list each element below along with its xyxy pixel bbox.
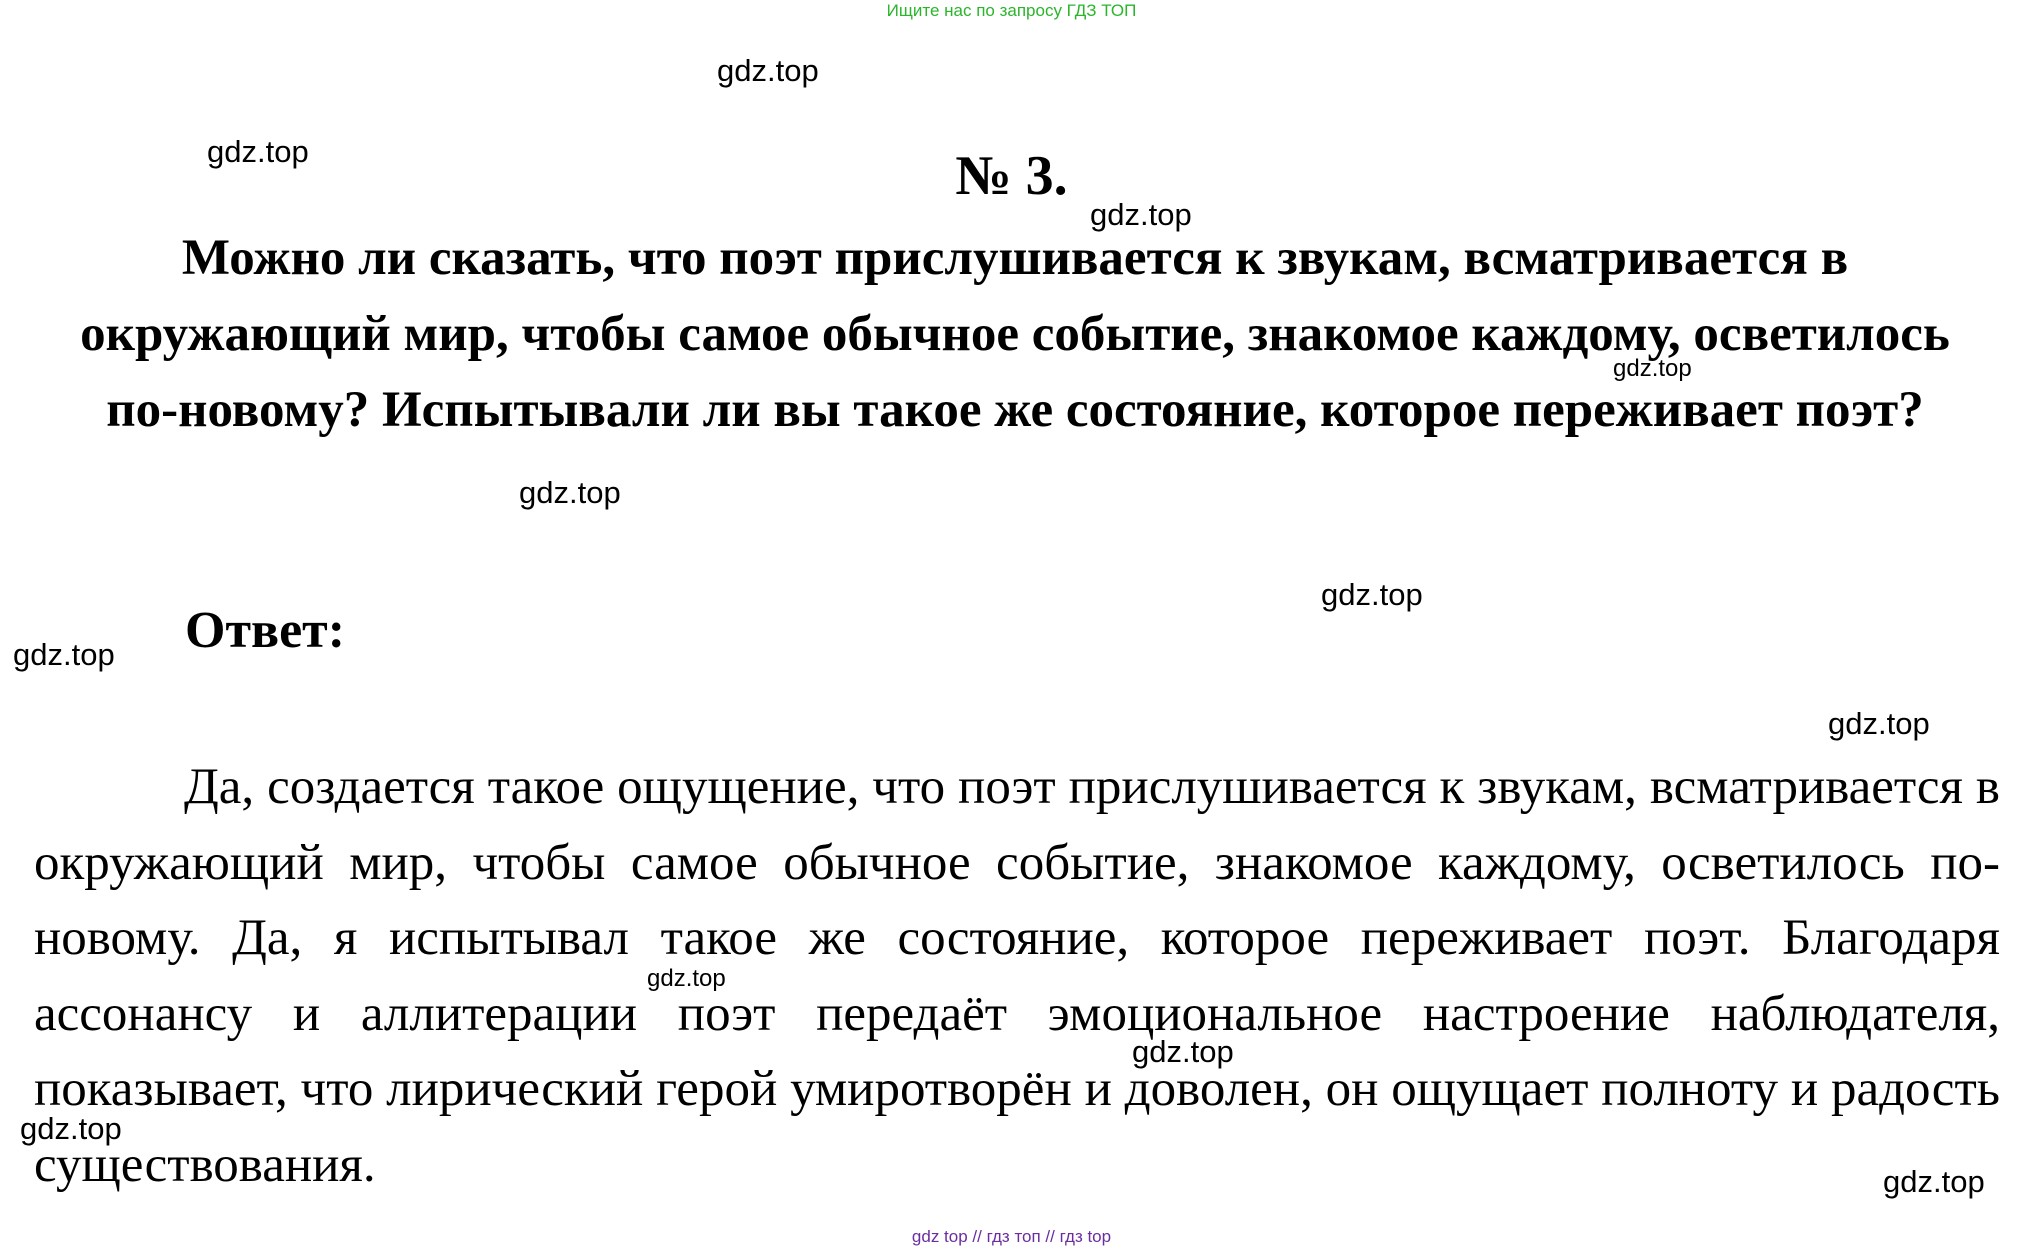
watermark: gdz.top — [519, 475, 621, 510]
watermark: gdz.top — [1883, 1164, 1985, 1199]
task-question: Можно ли сказать, что поэт прислушивается к звукам, всматривается в окружающий мир, чтобы самое обычное событие, знакомое каждому, осветилось по-новому? Испытывали ли вы такое же состояние, которое переживает поэт? — [80, 230, 1950, 438]
watermark: gdz.top — [1090, 197, 1192, 232]
footer-links: gdz top // гдз топ // гдз top — [911, 1227, 1112, 1246]
answer-label: Ответ: — [185, 602, 346, 659]
watermark: gdz.top — [1613, 355, 1692, 382]
watermark: gdz.top — [1321, 577, 1423, 612]
task-number: № 3. — [955, 145, 1068, 207]
watermark: gdz.top — [647, 965, 726, 992]
top-banner: Ищите нас по запросу ГДЗ ТОП — [886, 1, 1137, 20]
watermark: gdz.top — [20, 1111, 122, 1146]
watermark: gdz.top — [13, 637, 115, 672]
answer-text: Да, создается такое ощущение, что поэт прислушивается к звукам, всматривается в окружающий мир, чтобы самое обычное событие, знакомое каждому, осветилось по-новому. Да, я испытывал такое же состояние, которое переживает поэт. Благодаря ассонансу и аллитерации поэт передаёт эмоциональное настроение наблюдателя, показывает, что лирический герой умиротворён и доволен, он ощущает полноту и радость существования. — [34, 759, 2000, 1193]
watermark: gdz.top — [1132, 1034, 1234, 1069]
watermark: gdz.top — [207, 134, 309, 169]
watermark: gdz.top — [1828, 706, 1930, 741]
watermark: gdz.top — [717, 53, 819, 88]
